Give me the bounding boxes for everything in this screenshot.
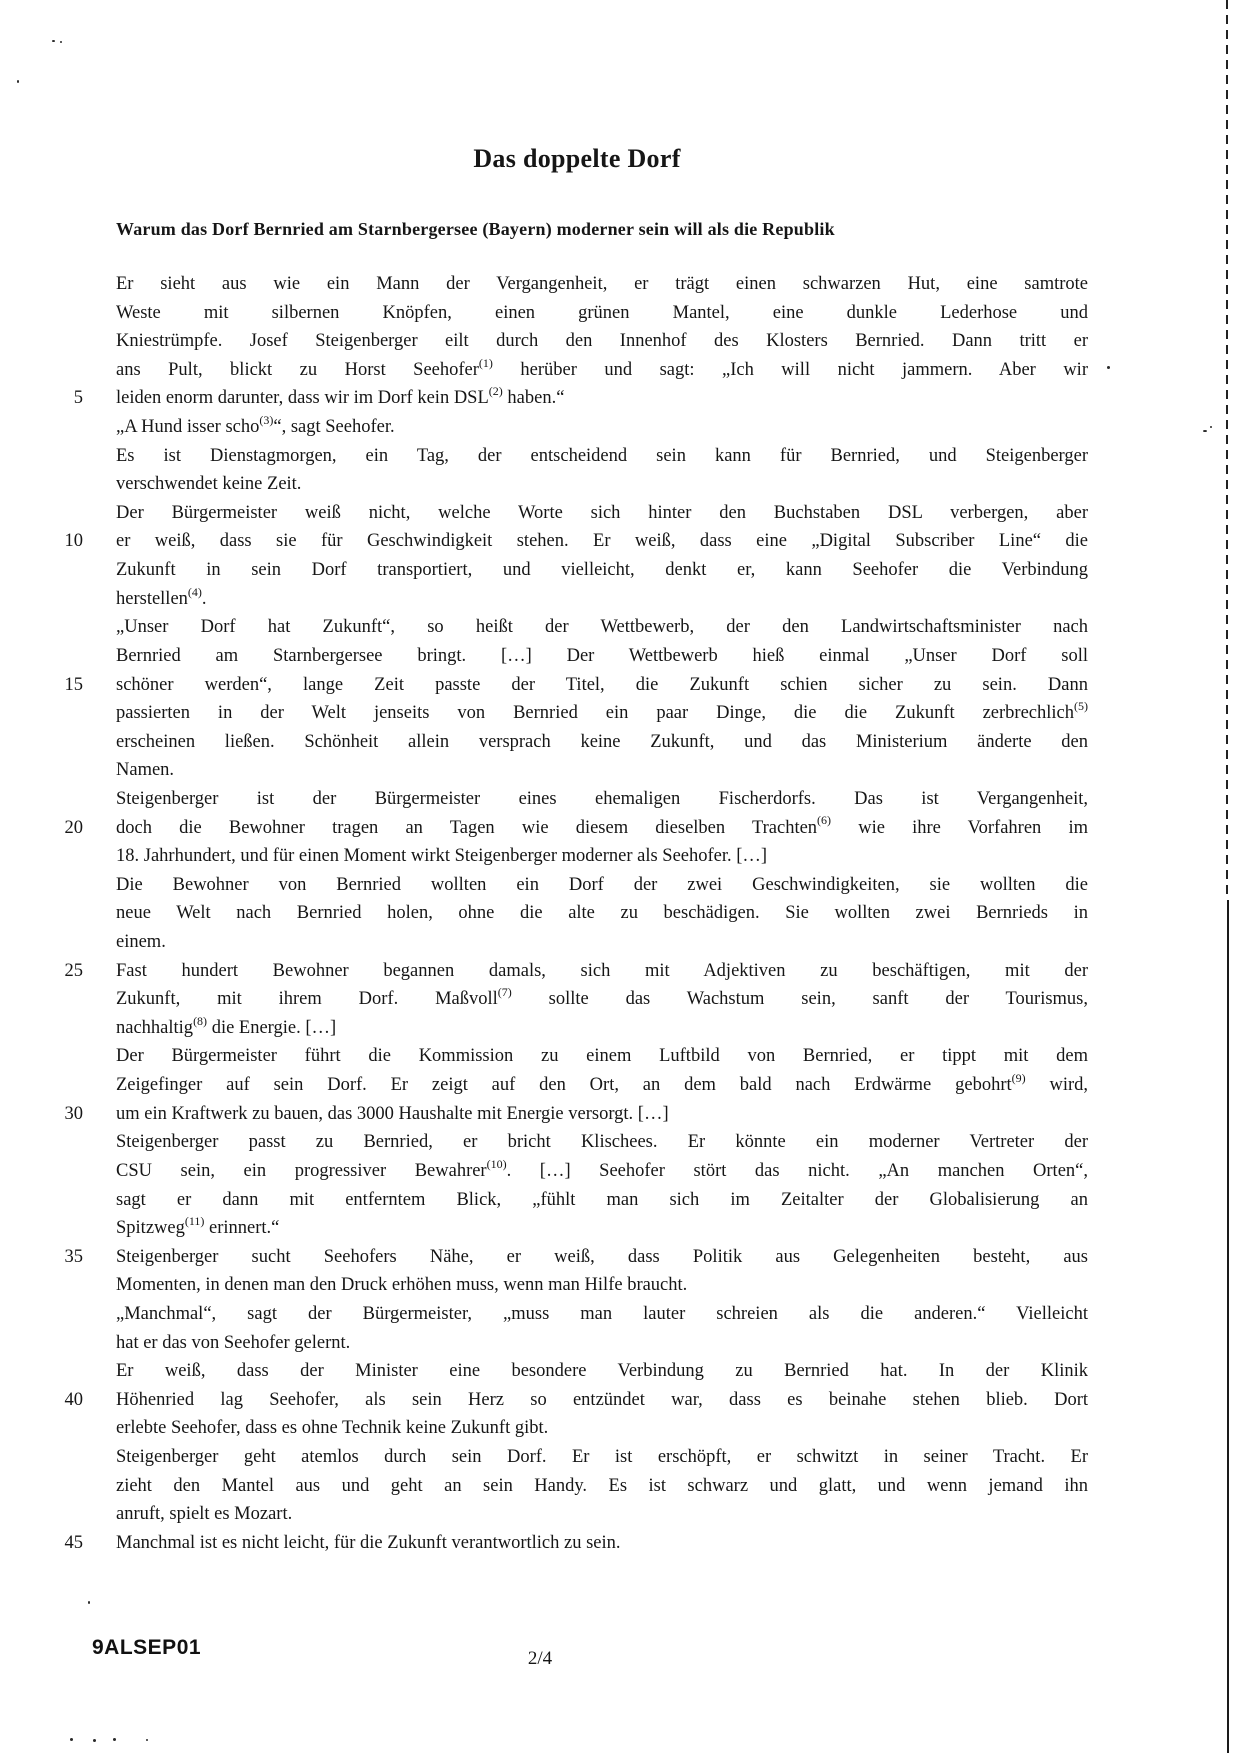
text-line — [50, 1042, 1088, 1071]
line-text: Manchmal ist es nicht leicht, für die Zukunft verantwortlich zu sein. — [116, 1532, 621, 1553]
text-line — [50, 899, 1088, 928]
scan-speck — [93, 1739, 96, 1742]
line-text: Fast hundert Bewohner begannen damals, sich mit Adjektiven zu beschäftigen, mit der — [116, 960, 1088, 981]
text-line — [50, 985, 1088, 1014]
line-text: ans Pult, blickt zu Horst Seehofer$^{(1)}$ herüber und sagt: „Ich will nicht jammern. Aber wir — [116, 355, 1088, 380]
text-line — [50, 1271, 1088, 1300]
line-text: schöner werden“, lange Zeit passte der Titel, die Zukunft schien sicher zu sein. Dann — [116, 674, 1088, 695]
line-text: um ein Kraftwerk zu bauen, das 3000 Haushalte mit Energie versorgt. […] — [116, 1103, 669, 1124]
line-number — [50, 1157, 83, 1186]
document-title: Das doppelte Dorf — [473, 144, 681, 173]
line-number — [50, 585, 83, 614]
line-number — [50, 470, 83, 499]
footnote-ref: (9) — [1011, 1070, 1026, 1085]
line-text: passierten in der Welt jenseits von Bernried ein paar Dinge, die die Zukunft zerbrechlich$^{(5)}$ — [116, 698, 1088, 724]
line-number: 30 — [64, 1103, 83, 1124]
line-number — [50, 1271, 83, 1300]
text-line — [50, 470, 1088, 499]
footnote-ref: (2) — [488, 384, 503, 399]
footnote-ref: (11) — [184, 1213, 205, 1228]
text-line — [50, 642, 1088, 671]
text-line — [50, 1071, 1088, 1100]
line-text: „Manchmal“, sagt der Bürgermeister, „muss man lauter schreien als die anderen.“ Vielleicht — [116, 1303, 1088, 1324]
scan-artifact-edge-line-dashed — [1226, 0, 1228, 900]
line-number — [50, 413, 83, 442]
line-text: Die Bewohner von Bernried wollten ein Dorf der zwei Geschwindigkeiten, sie wollten die — [116, 874, 1088, 895]
line-number — [50, 499, 83, 528]
text-line — [50, 1157, 1088, 1186]
line-number — [50, 613, 83, 642]
line-number — [50, 1357, 83, 1386]
line-text: Zeigefinger auf sein Dorf. Er zeigt auf den Ort, an dem bald nach Erdwärme gebohrt$^{(9)}$ wird, — [116, 1070, 1088, 1096]
line-number — [50, 899, 83, 928]
scan-speck — [1203, 430, 1207, 432]
line-text: Steigenberger geht atemlos durch sein Dorf. Er ist erschöpft, er schwitzt in seiner Tracht. Er — [116, 1446, 1088, 1467]
text-line — [50, 384, 1088, 413]
text-line — [50, 1472, 1088, 1501]
line-number — [50, 299, 83, 328]
line-number — [50, 556, 83, 585]
text-line — [50, 814, 1088, 843]
line-text: Steigenberger passt zu Bernried, er bricht Klischees. Er könnte ein moderner Vertreter der — [116, 1132, 1088, 1153]
line-text: 18. Jahrhundert, und für einen Moment wirkt Steigenberger moderner als Seehofer. […] — [116, 846, 768, 867]
line-text: Steigenberger sucht Seehofers Nähe, er weiß, dass Politik aus Gelegenheiten besteht, aus — [116, 1246, 1088, 1267]
line-number — [50, 871, 83, 900]
line-text: Es ist Dienstagmorgen, ein Tag, der entscheidend sein kann für Bernried, und Steigenberger — [116, 445, 1088, 466]
line-number: 25 — [64, 960, 83, 981]
line-number — [50, 1186, 83, 1215]
text-line — [50, 299, 1088, 328]
text-line — [50, 728, 1088, 757]
text-line — [50, 1014, 1088, 1043]
line-text: hat er das von Seehofer gelernt. — [116, 1332, 351, 1353]
line-text: herstellen$^{(4)}$. — [116, 584, 207, 609]
footnote-ref: (6) — [817, 813, 832, 828]
scan-speck — [60, 41, 62, 43]
line-number — [50, 728, 83, 757]
text-line — [50, 1186, 1088, 1215]
footnote-ref: (3) — [259, 412, 274, 427]
line-number: 5 — [73, 388, 83, 409]
text-line — [50, 785, 1088, 814]
line-number — [50, 1071, 83, 1100]
document-subtitle: Warum das Dorf Bernried am Starnbergersee (Bayern) moderner sein will als die Republik — [116, 219, 835, 239]
text-line — [50, 613, 1088, 642]
line-text: erlebte Seehofer, dass es ohne Technik keine Zukunft gibt. — [116, 1418, 549, 1439]
line-text: doch die Bewohner tragen an Tagen wie diesem dieselben Trachten$^{(6)}$ wie ihre Vorfahren im — [116, 813, 1088, 838]
text-line — [50, 1214, 1088, 1243]
line-text: Kniestrümpfe. Josef Steigenberger eilt durch den Innenhof des Klosters Bernried. Dann tritt er — [116, 331, 1088, 352]
line-number — [50, 270, 83, 299]
footnote-ref: (4) — [187, 584, 202, 599]
text-line — [50, 1529, 1088, 1558]
line-text: anruft, spielt es Mozart. — [116, 1504, 293, 1525]
line-number: 20 — [64, 817, 83, 838]
line-text: Weste mit silbernen Knöpfen, einen grünen Mantel, eine dunkle Lederhose und — [116, 302, 1088, 323]
footnote-ref: (8) — [193, 1013, 208, 1028]
line-number — [50, 928, 83, 957]
footnote-ref: (7) — [497, 985, 512, 1000]
scan-speck — [113, 1738, 116, 1741]
line-number — [50, 1014, 83, 1043]
line-text: Höhenried lag Seehofer, als sein Herz so entzündet war, dass es beinahe stehen blieb. Dort — [116, 1389, 1088, 1410]
text-line — [50, 442, 1088, 471]
page-number: 2/4 — [527, 1648, 553, 1669]
line-text: erscheinen ließen. Schönheit allein versprach keine Zukunft, und das Ministerium änderte den — [116, 731, 1088, 752]
line-text: Zukunft in sein Dorf transportiert, und vielleicht, denkt er, kann Seehofer die Verbindung — [116, 560, 1088, 581]
footnote-ref: (5) — [1074, 698, 1088, 713]
text-line — [50, 1329, 1088, 1358]
line-number — [50, 1329, 83, 1358]
line-text: Steigenberger ist der Bürgermeister eines ehemaligen Fischerdorfs. Das ist Vergangenheit, — [116, 788, 1088, 809]
text-line — [50, 499, 1088, 528]
line-number: 10 — [64, 531, 83, 552]
line-text: leiden enorm darunter, dass wir im Dorf kein DSL$^{(2)}$ haben.“ — [116, 384, 565, 409]
line-text: Der Bürgermeister weiß nicht, welche Worte sich hinter den Buchstaben DSL verbergen, aber — [116, 502, 1088, 523]
line-text: Bernried am Starnbergersee bringt. […] Der Wettbewerb hieß einmal „Unser Dorf soll — [116, 645, 1088, 666]
text-line — [50, 1243, 1088, 1272]
text-line — [50, 1414, 1088, 1443]
text-line — [50, 327, 1088, 356]
text-line — [50, 699, 1088, 728]
scan-artifact-edge-line-solid — [1227, 900, 1229, 1753]
footnote-ref: (1) — [478, 355, 493, 370]
text-line — [50, 1100, 1088, 1129]
text-line — [50, 527, 1088, 556]
line-text: einem. — [116, 932, 166, 953]
text-line — [50, 1500, 1088, 1529]
line-number — [50, 1443, 83, 1472]
text-line — [50, 957, 1088, 986]
line-number — [50, 642, 83, 671]
line-number: 15 — [64, 674, 83, 695]
text-line — [50, 413, 1088, 442]
line-number — [50, 1472, 83, 1501]
text-line — [50, 556, 1088, 585]
line-number — [50, 1500, 83, 1529]
line-number — [50, 756, 83, 785]
line-text: zieht den Mantel aus und geht an sein Handy. Es ist schwarz und glatt, und wenn jemand ihn — [116, 1475, 1088, 1496]
footnote-ref: (10) — [486, 1156, 507, 1171]
text-line — [50, 756, 1088, 785]
text-line — [50, 871, 1088, 900]
line-text: Er weiß, dass der Minister eine besondere Verbindung zu Bernried hat. In der Klinik — [116, 1361, 1088, 1382]
line-text: „A Hund isser scho$^{(3)}$“, sagt Seehofer. — [116, 412, 395, 438]
scan-speck — [1107, 366, 1110, 369]
line-number — [50, 327, 83, 356]
text-line — [50, 842, 1088, 871]
scan-speck — [88, 1601, 90, 1604]
text-line — [50, 1128, 1088, 1157]
text-line — [50, 928, 1088, 957]
line-text: CSU sein, ein progressiver Bewahrer$^{(10)}$. […] Seehofer stört das nicht. „An manchen Orten“, — [116, 1156, 1088, 1181]
line-text: Zukunft, mit ihrem Dorf. Maßvoll$^{(7)}$ sollte das Wachstum sein, sanft der Tourismus, — [116, 985, 1089, 1010]
line-number — [50, 1300, 83, 1329]
line-number: 35 — [64, 1246, 83, 1267]
scan-speck — [146, 1739, 148, 1741]
text-body — [50, 270, 1088, 1557]
line-text: neue Welt nach Bernried holen, ohne die alte zu beschädigen. Sie wollten zwei Bernrieds in — [116, 903, 1088, 924]
document-code: 9ALSEP01 — [92, 1636, 202, 1659]
line-text: Momenten, in denen man den Druck erhöhen muss, wenn man Hilfe braucht. — [116, 1275, 688, 1296]
scan-speck — [52, 40, 55, 42]
line-number: 45 — [64, 1532, 83, 1553]
line-number — [50, 785, 83, 814]
text-line — [50, 1300, 1088, 1329]
scan-speck — [70, 1738, 73, 1741]
line-text: Spitzweg$^{(11)}$ erinnert.“ — [116, 1213, 280, 1239]
text-line — [50, 671, 1088, 700]
line-number — [50, 842, 83, 871]
line-number — [50, 1414, 83, 1443]
line-number — [50, 442, 83, 471]
line-number — [50, 356, 83, 385]
line-number — [50, 1042, 83, 1071]
line-text: Er sieht aus wie ein Mann der Vergangenheit, er trägt einen schwarzen Hut, eine samtrote — [116, 274, 1088, 294]
line-number: 40 — [64, 1389, 83, 1410]
text-line — [50, 585, 1088, 614]
line-number — [50, 1214, 83, 1243]
text-line — [50, 270, 1088, 299]
line-text: er weiß, dass sie für Geschwindigkeit stehen. Er weiß, dass eine „Digital Subscriber Line“ die — [116, 531, 1088, 552]
text-line — [50, 1386, 1088, 1415]
line-text: „Unser Dorf hat Zukunft“, so heißt der Wettbewerb, der den Landwirtschaftsminister nach — [116, 617, 1088, 638]
line-number — [50, 985, 83, 1014]
text-line — [50, 356, 1088, 385]
line-text: Der Bürgermeister führt die Kommission zu einem Luftbild von Bernried, er tippt mit dem — [116, 1046, 1088, 1067]
text-line — [50, 1357, 1088, 1386]
line-number — [50, 1128, 83, 1157]
line-number — [50, 699, 83, 728]
line-text: Namen. — [116, 760, 175, 781]
line-text: verschwendet keine Zeit. — [116, 474, 302, 495]
text-line — [50, 1443, 1088, 1472]
line-text: nachhaltig$^{(8)}$ die Energie. […] — [116, 1013, 337, 1038]
scan-speck — [1210, 426, 1212, 428]
line-text: sagt er dann mit entferntem Blick, „fühlt man sich im Zeitalter der Globalisierung an — [116, 1189, 1088, 1210]
scan-speck — [17, 80, 19, 83]
